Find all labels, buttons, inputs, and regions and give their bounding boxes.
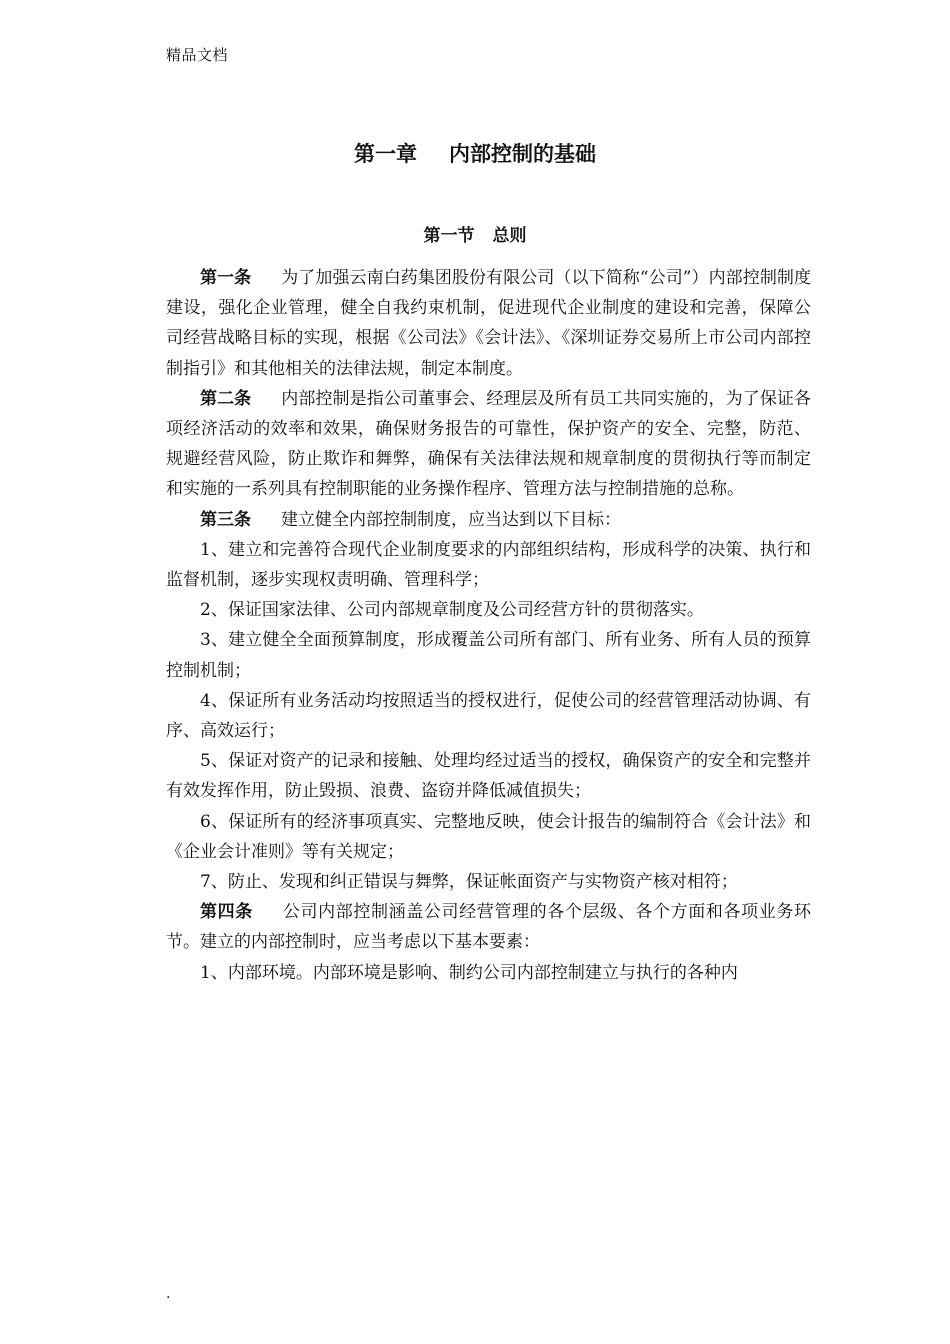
list-item-text: 1、内部环境。内部环境是影响、制约公司内部控制建立与执行的各种内 <box>200 962 738 983</box>
section-number: 第一节 <box>423 226 475 246</box>
list-item-text: 6、保证所有的经济事项真实、完整地反映，使会计报告的编制符合《会计法》和《企业会计准则》等有关规定； <box>166 811 811 862</box>
section-heading <box>0 221 950 246</box>
list-item <box>166 867 811 897</box>
list-item-text: 2、保证国家法律、公司内部规章制度及公司经营方针的贯彻落实。 <box>200 600 704 621</box>
paragraph-text: 建立健全内部控制制度，应当达到以下目标： <box>281 509 621 530</box>
list-item-text: 1、建立和完善符合现代企业制度要求的内部组织结构，形成科学的决策、执行和监督机制，逐步实现权责明确、管理科学； <box>166 539 811 591</box>
page-header: 精品文档 <box>166 46 229 64</box>
document-body <box>166 263 811 988</box>
page-footer: . <box>166 1286 171 1302</box>
list-item <box>166 807 811 867</box>
list-item-text: 5、保证对资产的记录和接触、处理均经过适当的授权，确保资产的安全和完整并有效发挥作用，防止毁损、浪费、盗窃并降低减值损失； <box>166 751 811 802</box>
article-label: 第四条 <box>200 902 253 923</box>
paragraph <box>166 505 811 535</box>
paragraph <box>166 897 811 957</box>
chapter-heading <box>0 138 950 168</box>
paragraph-text: 公司内部控制涵盖公司经营管理的各个层级、各个方面和各项业务环节。建立的内部控制时，应当考虑以下基本要素： <box>166 902 811 953</box>
list-item <box>166 625 811 685</box>
article-label: 第二条 <box>200 388 252 409</box>
list-item <box>166 746 811 806</box>
paragraph-text: 内部控制是指公司董事会、经理层及所有员工共同实施的，为了保证各项经济活动的效率和效果，确保财务报告的可靠性，保护资产的安全、完整，防范、规避经营风险，防止欺诈和舞弊，确保有关法律法规和规章制度的贯彻执行等而制定和实施的一系列具有控制职能的业务操作程序、管理方法与控制措施的总称。 <box>166 388 812 500</box>
list-item-text: 3、建立健全全面预算制度，形成覆盖公司所有部门、所有业务、所有人员的预算控制机制； <box>166 630 811 681</box>
paragraph-text: 为了加强云南白药集团股份有限公司（以下简称“公司”）内部控制制度建设，强化企业管理，健全自我约束机制，促进现代企业制度的建设和完善，保障公司经营战略目标的实现，根据《公司法》《会计法》、《深圳证券交易所上市公司内部控制指引》和其他相关的法律法规，制定本制度。 <box>166 268 811 379</box>
list-item <box>166 686 811 746</box>
section-title: 总则 <box>492 226 527 246</box>
article-label: 第三条 <box>200 509 251 530</box>
article-label: 第一条 <box>200 268 252 288</box>
chapter-number: 第一章 <box>354 141 417 166</box>
paragraph <box>166 263 811 384</box>
paragraph <box>166 384 811 505</box>
list-item-text: 4、保证所有业务活动均按照适当的授权进行，促使公司的经营管理活动协调、有序、高效运行； <box>166 690 811 742</box>
chapter-title: 内部控制的基础 <box>449 141 596 166</box>
list-item <box>166 535 811 595</box>
list-item <box>166 958 811 988</box>
list-item-text: 7、防止、发现和纠正错误与舞弊，保证帐面资产与实物资产核对相符； <box>200 872 738 893</box>
list-item <box>166 595 811 625</box>
